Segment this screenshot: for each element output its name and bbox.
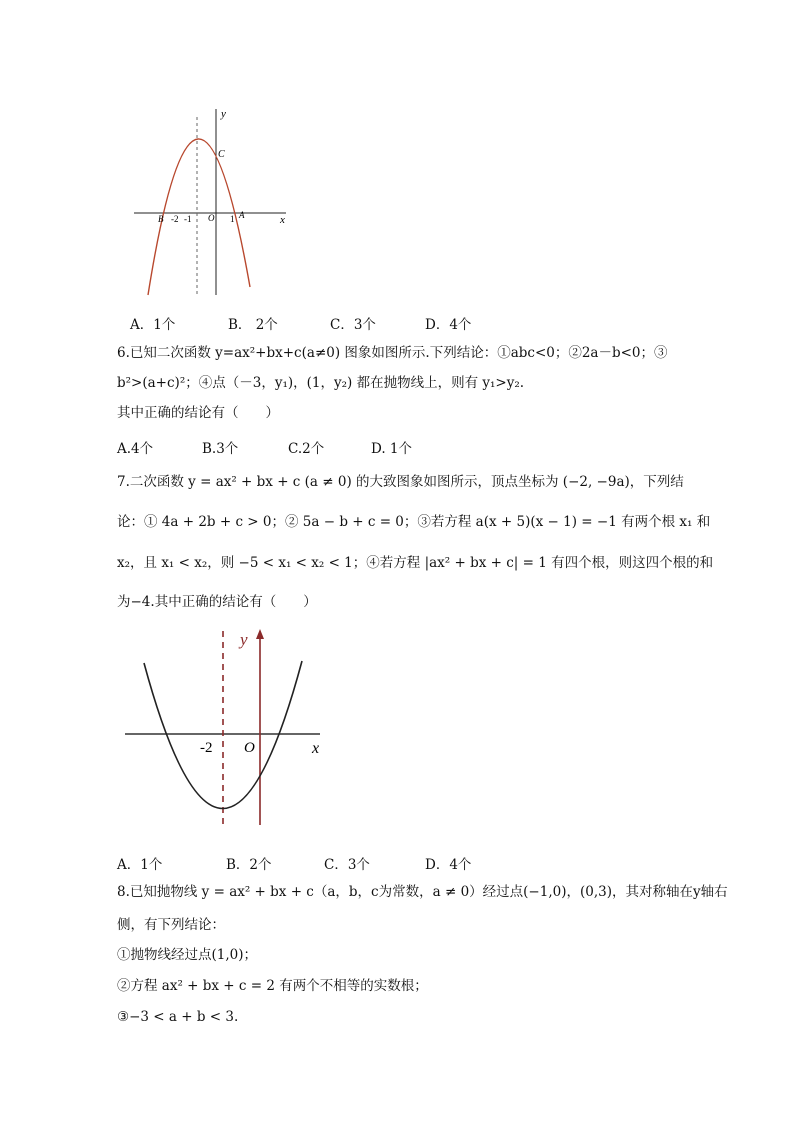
x-label: x	[312, 740, 320, 757]
q6-option-c[interactable]: C.2个	[288, 441, 325, 457]
a-label: A	[239, 210, 245, 220]
q6-option-d[interactable]: D. 1个	[371, 441, 413, 457]
q6-option-a[interactable]: A.4个	[117, 441, 154, 457]
figure-1-parabola	[128, 105, 298, 300]
q7-option-b[interactable]: B．2个	[226, 857, 272, 873]
q8-line-3: ①抛物线经过点(1,0)；	[117, 947, 258, 963]
q6-option-b[interactable]: B.3个	[202, 441, 239, 457]
q8-line-1: 8.已知抛物线 y = ax² + bx + c（a，b，c为常数，a ≠ 0）经过点(−1,0)，(0,3)，其对称轴在y轴右	[117, 884, 728, 900]
c-label: C	[218, 149, 225, 160]
q7-option-c[interactable]: C．3个	[324, 857, 370, 873]
q5-option-a[interactable]: A．1个	[130, 317, 176, 333]
q7-line-1: 7.二次函数 y = ax² + bx + c (a ≠ 0) 的大致图象如图所示，顶点坐标为 (−2, −9a)，下列结	[117, 474, 684, 490]
q6-line-3: 其中正确的结论有（ ）	[117, 405, 279, 421]
q6-line-2: b²>(a+c)²；④点（－3，y₁)，(1，y₂) 都在抛物线上，则有 y₁>y₂.	[117, 375, 525, 391]
x-label: x	[280, 214, 285, 226]
q6-line-1: 6.已知二次函数 y=ax²+bx+c(a≠0) 图象如图所示.下列结论：①abc<0；②2a－b<0；③	[117, 345, 668, 361]
q7-option-a[interactable]: A．1个	[117, 857, 163, 873]
y-label: y	[240, 630, 248, 649]
origin-label: O	[244, 740, 255, 756]
q7-line-4: 为−4.其中正确的结论有（ ）	[117, 594, 317, 610]
q5-option-b[interactable]: B． 2个	[228, 317, 278, 333]
q8-line-2: 侧，有下列结论：	[117, 917, 225, 933]
q7-line-2: 论：① 4a + 2b + c > 0；② 5a − b + c = 0；③若方程 a(x + 5)(x − 1) = −1 有两个根 x₁ 和	[117, 514, 711, 530]
q7-option-d[interactable]: D．4个	[425, 857, 472, 873]
figure-2-parabola	[120, 625, 335, 830]
y-axis-arrow	[256, 629, 264, 639]
q7-line-3: x₂，且 x₁ < x₂，则 −5 < x₁ < x₂ < 1；④若方程 |ax² + bx + c| = 1 有四个根，则这四个根的和	[117, 555, 714, 571]
tick-1: 1	[230, 214, 235, 224]
origin-label: O	[208, 213, 215, 223]
tick-m1: -1	[184, 214, 192, 224]
q5-option-d[interactable]: D．4个	[425, 317, 472, 333]
tick-m2: -2	[200, 740, 213, 756]
b-label: B	[158, 214, 164, 224]
y-label: y	[221, 108, 226, 120]
tick-m2: -2	[171, 214, 179, 224]
q8-line-4: ②方程 ax² + bx + c = 2 有两个不相等的实数根；	[117, 978, 428, 994]
q8-line-5: ③−3 < a + b < 3.	[117, 1009, 239, 1025]
q5-option-c[interactable]: C．3个	[330, 317, 376, 333]
